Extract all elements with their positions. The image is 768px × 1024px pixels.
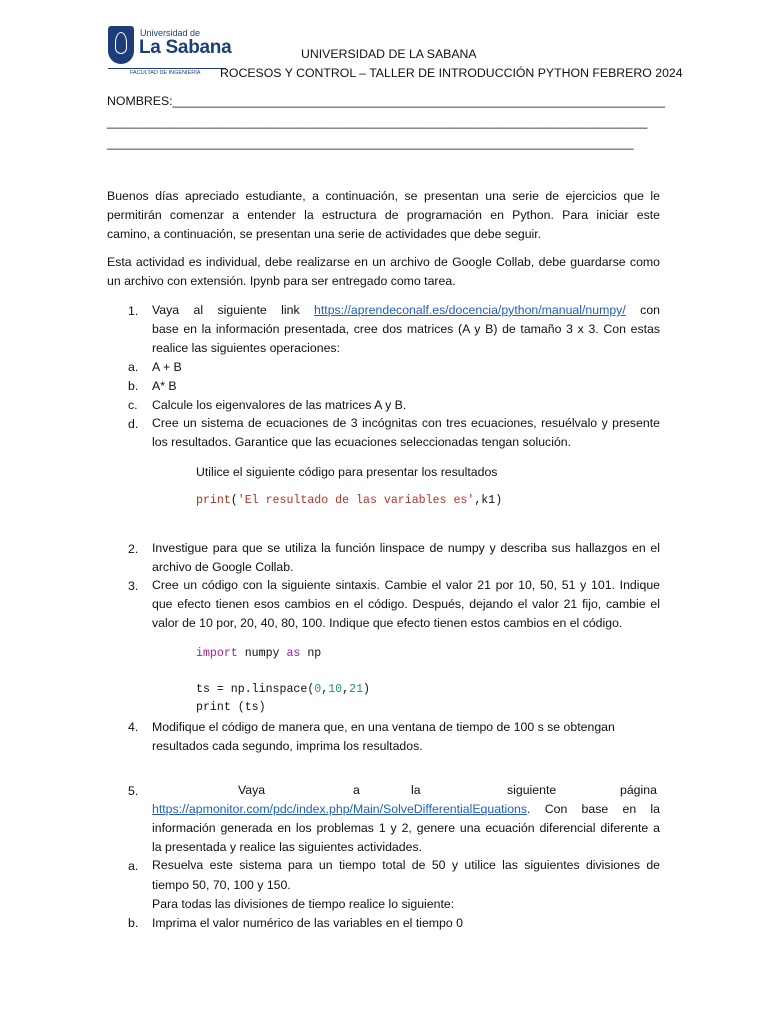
item5b-line1: Imprima el valor numérico de las variables en el tiempo 0 bbox=[152, 916, 463, 930]
header-course: ROCESOS Y CONTROL – TALLER DE INTRODUCCIÓN PYTHON FEBRERO 2024 bbox=[220, 66, 683, 80]
names-blank-3: _____________________________________________________________________________ bbox=[107, 136, 634, 150]
names-blank-2: _______________________________________________________________________________ bbox=[107, 115, 648, 129]
item1a-letter: a. bbox=[128, 360, 139, 374]
item1-line1-pre: Vaya al siguiente link bbox=[152, 303, 300, 317]
item5a-letter: a. bbox=[128, 859, 139, 873]
item4-line2: resultados cada segundo, imprima los resultados. bbox=[152, 739, 423, 753]
code-intro-text: Utilice el siguiente código para presentar los resultados bbox=[196, 465, 498, 479]
intro-p1-line2: permitirán comenzar a entender la estructura de programación en Python. Para iniciar este bbox=[107, 208, 660, 222]
names-line-1 bbox=[107, 92, 665, 110]
item5-word-vaya: Vaya bbox=[238, 783, 266, 797]
item5-word-la: la bbox=[411, 783, 421, 797]
logo-subtitle: FACULTAD DE INGENIERÍA bbox=[130, 70, 201, 76]
code-block-print: print('El resultado de las variables es',k1) bbox=[196, 494, 503, 507]
item5-word-siguiente: siguiente bbox=[507, 783, 557, 797]
intro-p2-line2: un archivo con extensión. Ipynb para ser entregado como tarea. bbox=[107, 274, 456, 288]
intro-p2-line1: Esta actividad es individual, debe realizarse en un archivo de Google Collab, debe guardarse como bbox=[107, 255, 660, 269]
item4-number: 4. bbox=[128, 720, 139, 734]
item5a-line3: Para todas las divisiones de tiempo realice lo siguiente: bbox=[152, 897, 455, 911]
item1d-letter: d. bbox=[128, 417, 139, 431]
code-import-line: import numpy as np bbox=[196, 647, 322, 660]
item5-line4: la presentada y realice las siguientes actividades. bbox=[152, 840, 423, 854]
code-string: 'El resultado de las variables es' bbox=[237, 494, 475, 507]
item5a-line2: tiempo 50, 70, 100 y 150. bbox=[152, 878, 291, 892]
code-print-keyword: print bbox=[196, 494, 231, 507]
intro-p1-line1: Buenos días apreciado estudiante, a continuación, se presentan una serie de ejercicios que le bbox=[107, 189, 660, 203]
item2-number: 2. bbox=[128, 542, 139, 556]
item5-word-pagina: página bbox=[620, 783, 657, 797]
item5-line2: https://apmonitor.com/pdc/index.php/Main/SolveDifferentialEquations. Con base en la bbox=[152, 802, 660, 816]
code-linspace-line: ts = np.linspace(0,10,21) bbox=[196, 683, 370, 696]
intro-p1-line3: camino, a continuación, se presentan una serie de actividades que debe seguir. bbox=[107, 227, 542, 241]
code-print-ts-line: print (ts) bbox=[196, 701, 266, 714]
item3-line2: que efecto tienen esos cambios en el código. Después, dejando el valor 21 fijo, cambie el bbox=[152, 597, 660, 611]
names-label: NOMBRES: bbox=[107, 94, 173, 108]
item1-line1 bbox=[152, 301, 660, 320]
code-as-keyword: as bbox=[286, 647, 301, 660]
names-blank-1: ________________________________________________________________________ bbox=[172, 94, 665, 108]
item2-line1: Investigue para que se utiliza la función linspace de numpy y describa sus hallazgos en el bbox=[152, 541, 660, 555]
item1d-line2: los resultados. Garantice que las ecuaciones seleccionadas tengan solución. bbox=[152, 435, 572, 449]
university-logo bbox=[108, 26, 232, 76]
item3-number: 3. bbox=[128, 579, 139, 593]
item1-line3: realice las siguientes operaciones: bbox=[152, 341, 340, 355]
header-university: UNIVERSIDAD DE LA SABANA bbox=[301, 47, 477, 61]
item1a-text: A + B bbox=[152, 360, 182, 374]
item4-line1: Modifique el código de manera que, en una ventana de tiempo de 100 s se obtengan bbox=[152, 720, 615, 734]
logo-small-text: Universidad de bbox=[140, 28, 201, 38]
item1b-letter: b. bbox=[128, 379, 139, 393]
item1-number: 1. bbox=[128, 304, 139, 318]
item5-number: 5. bbox=[128, 784, 139, 798]
apmonitor-link[interactable]: https://apmonitor.com/pdc/index.php/Main/SolveDifferentialEquations bbox=[152, 802, 528, 816]
item3-line3: valor de 10 por, 20, 40, 80, 100. Indique que efecto tienen estos cambios en el código. bbox=[152, 616, 623, 630]
logo-big-text: La Sabana bbox=[139, 37, 232, 58]
item5b-letter: b. bbox=[128, 916, 139, 930]
item1c-text: Calcule los eigenvalores de las matrices A y B. bbox=[152, 398, 407, 412]
item1d-text: Cree un sistema de ecuaciones de 3 incógnitas con tres ecuaciones, resuélvalo y presente bbox=[152, 416, 660, 430]
item1-line1-post: con bbox=[640, 303, 660, 317]
code-import-keyword: import bbox=[196, 647, 238, 660]
item5-line3: información generada en los problemas 1 y 2, genere una ecuación diferencial diferente a bbox=[152, 821, 660, 835]
item1c-letter: c. bbox=[128, 398, 138, 412]
item5-word-a: a bbox=[353, 783, 360, 797]
item2-line2: archivo de Google Collab. bbox=[152, 560, 294, 574]
item3-line1: Cree un código con la siguiente sintaxis. Cambie el valor 21 por 10, 50, 51 y 101. Indique bbox=[152, 578, 660, 592]
shield-icon bbox=[108, 26, 134, 64]
item1-line2: base en la información presentada, cree dos matrices (A y B) de tamaño 3 x 3. Con estas bbox=[152, 322, 660, 336]
logo-divider bbox=[108, 68, 226, 69]
item1b-text: A* B bbox=[152, 379, 177, 393]
numpy-manual-link[interactable]: https://aprendeconalf.es/docencia/python/manual/numpy/ bbox=[314, 303, 626, 317]
item5a-line1: Resuelva este sistema para un tiempo total de 50 y utilice las siguientes divisiones de bbox=[152, 858, 660, 872]
